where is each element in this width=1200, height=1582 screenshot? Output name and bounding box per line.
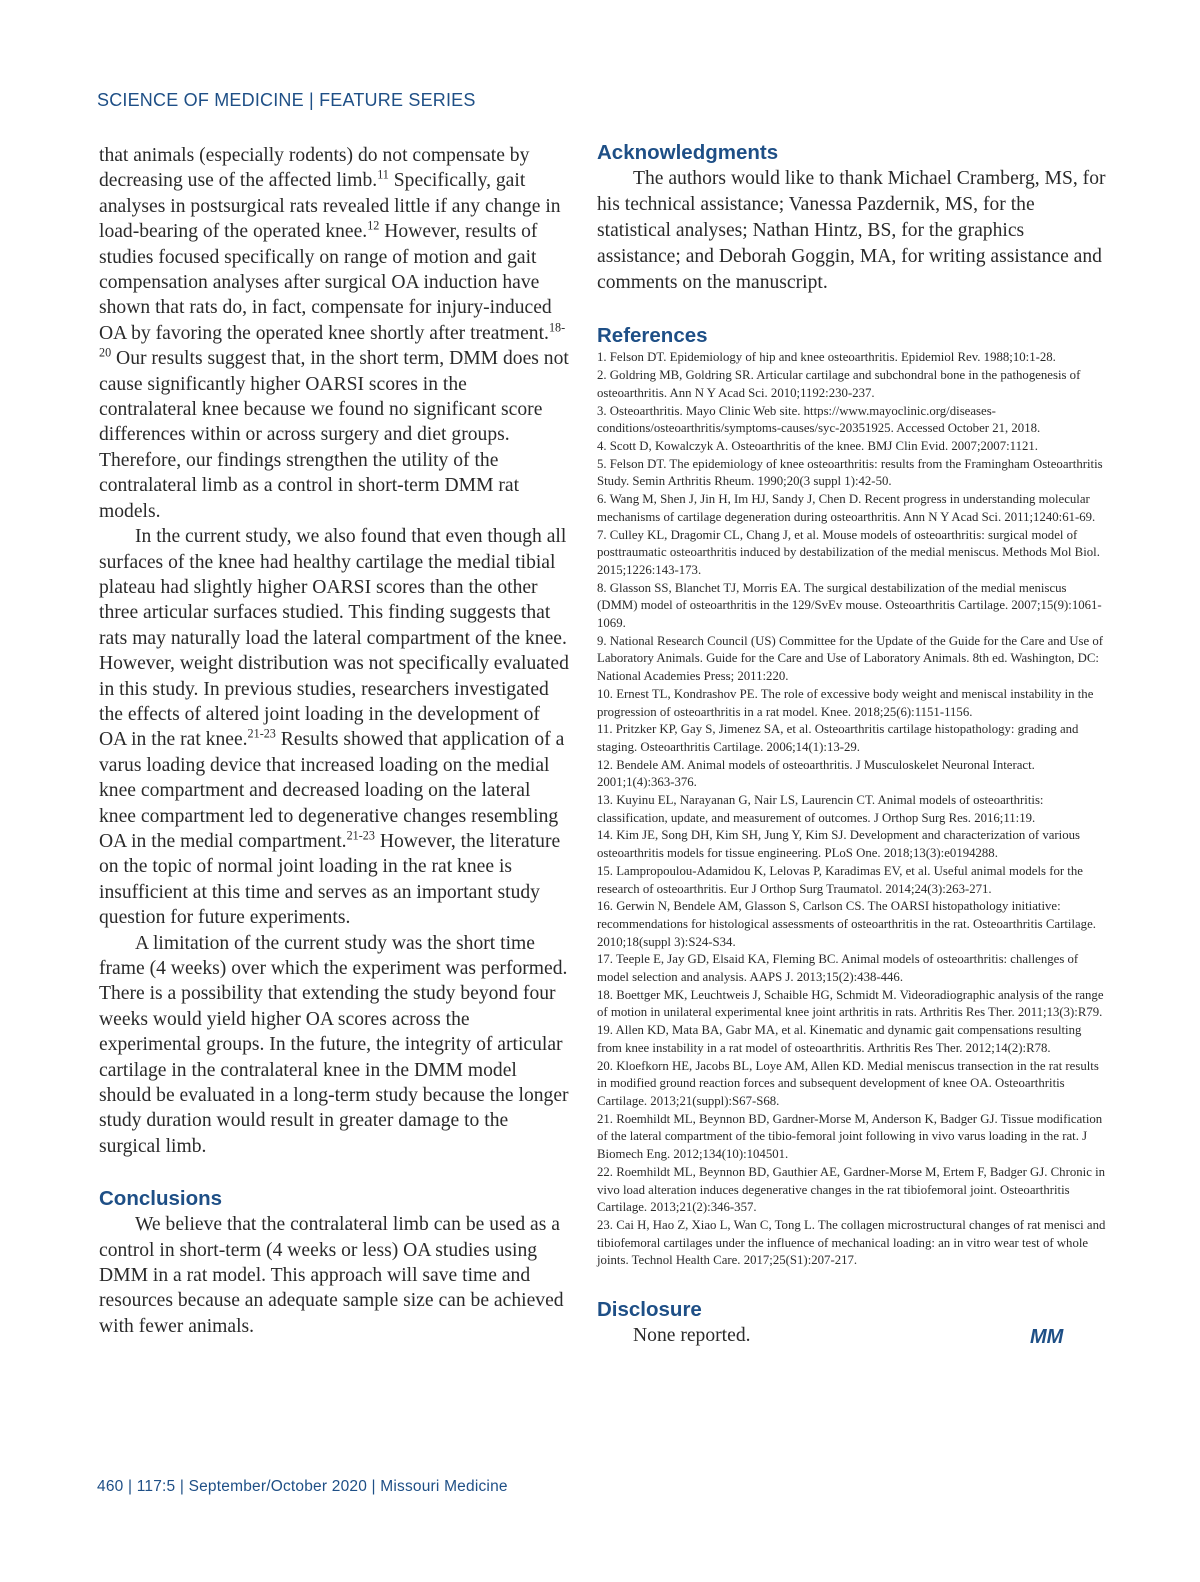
page-footer: 460 | 117:5 | September/October 2020 | Missouri Medicine xyxy=(97,1478,508,1495)
reference-item: 5. Felson DT. The epidemiology of knee osteoarthritis: results from the Framingham Osteoarthritis Study. Semin Arthritis Rheum. 1990;20(3 suppl 1):42-50. xyxy=(597,456,1103,489)
para1-text-1: that animals (especially rodents) do not compensate by decreasing use of the affected limb. xyxy=(99,145,530,192)
para1-text-4: Our results suggest that, in the short term, DMM does not cause significantly higher OARSI scores in the contralateral knee because we found no significant score differences within or across surgery and diet groups. Therefore, our findings strengthen the utility of the contralateral limb as a control in short-term DMM rat models. xyxy=(99,348,569,522)
end-mark-logo: MM xyxy=(1030,1326,1064,1349)
reference-item: 7. Culley KL, Dragomir CL, Chang J, et al. Mouse models of osteoarthritis: surgical model of posttraumatic osteoarthritis induced by destabilization of the medial meniscus. Methods Mol Biol. 2015;1226:143-173. xyxy=(597,527,1100,577)
reference-item: 16. Gerwin N, Bendele AM, Glasson S, Carlson CS. The OARSI histopathology initiative: recommendations for histological assessments of osteoarthritis in the rat. Osteoarthritis Cartilage. 2010;18(suppl 3):S24-S34. xyxy=(597,899,1096,949)
reference-item: 15. Lampropoulou-Adamidou K, Lelovas P, Karadimas EV, et al. Useful animal models for the research of osteoarthritis. Eur J Orthop Surg Traumatol. 2014;24(3):263-271. xyxy=(597,863,1083,896)
right-column xyxy=(597,140,1109,1349)
conclusions-body: We believe that the contralateral limb can be used as a control in short-term (4 weeks or less) OA studies using DMM in a rat model. This approach will save time and resources because an adequate sample size can be achieved with fewer animals. xyxy=(99,1214,564,1337)
para2-text-3: However, the literature on the topic of normal joint loading in the rat knee is insufficient at this time and serves as an important study question for future experiments. xyxy=(99,830,561,929)
para1-text-2: Specifically, gait analyses in postsurgical rats revealed little if any change in load-bearing of the operated knee. xyxy=(99,170,561,243)
reference-item: 4. Scott D, Kowalczyk A. Osteoarthritis of the knee. BMJ Clin Evid. 2007;2007:1121. xyxy=(597,438,1038,453)
body-paragraph-2 xyxy=(99,524,569,931)
disclosure-row xyxy=(597,1323,1109,1349)
reference-item: 17. Teeple E, Jay GD, Elsaid KA, Fleming BC. Animal models of osteoarthritis: challenges of model selection and analysis. AAPS J. 2013;15(2):438-446. xyxy=(597,952,1079,985)
reference-item: 3. Osteoarthritis. Mayo Clinic Web site. https://www.mayoclinic.org/diseases-conditions/osteoarthritis/symptoms-causes/syc-20351925. Accessed October 21, 2018. xyxy=(597,403,1041,436)
citation-11: 11 xyxy=(377,168,389,183)
citation-21-23-b: 21-23 xyxy=(346,828,375,843)
running-head: SCIENCE OF MEDICINE | FEATURE SERIES xyxy=(97,90,476,110)
acknowledgments-body: The authors would like to thank Michael Cramberg, MS, for his technical assistance; Vanessa Pazdernik, MS, for the statistical analyses; Nathan Hintz, BS, for the graphics assistance; and Deborah Goggin, MA, for writing assistance and comments on the manuscript. xyxy=(597,168,1106,294)
reference-item: 6. Wang M, Shen J, Jin H, Im HJ, Sandy J, Chen D. Recent progress in understanding molecular mechanisms of cartilage degeneration during osteoarthritis. Ann N Y Acad Sci. 2011;1240:61-69. xyxy=(597,492,1096,524)
reference-item: 22. Roemhildt ML, Beynnon BD, Gauthier AE, Gardner-Morse M, Ertem F, Badger GJ. Chronic in vivo load alteration induces degenerative changes in the rat tibiofemoral joint. Osteoarthritis Cartilage. 2013;21(2):346-357. xyxy=(597,1164,1106,1215)
reference-item: 9. National Research Council (US) Committee for the Update of the Guide for the Care and Use of Laboratory Animals. Guide for the Care and Use of Laboratory Animals. 8th ed. Washington, DC: National Academies Press; 2011:220. xyxy=(597,633,1104,684)
body-paragraph-1 xyxy=(99,143,569,524)
citation-18-20: 18-20 xyxy=(99,320,566,360)
reference-item: 19. Allen KD, Mata BA, Gabr MA, et al. Kinematic and dynamic gait compensations resulting from knee instability in a rat model of osteoarthritis. Arthritis Res Ther. 2012;14(2):R78. xyxy=(597,1023,1082,1055)
reference-item: 14. Kim JE, Song DH, Kim SH, Jung Y, Kim SJ. Development and characterization of various osteoarthritis models for tissue engineering. PLoS One. 2018;13(3):e0194288. xyxy=(597,828,1081,861)
body-paragraph-3: A limitation of the current study was the short time frame (4 weeks) over which the experiment was performed. There is a possibility that extending the study beyond four weeks would yield higher OA scores across the experimental groups. In the future, the integrity of articular cartilage in the contralateral knee in the DMM model should be evaluated in a long-term study because the longer study duration would result in greater damage to the surgical limb. xyxy=(99,932,569,1157)
left-column xyxy=(99,143,569,1339)
references-heading: References xyxy=(597,324,708,348)
citation-21-23-a: 21-23 xyxy=(247,727,276,742)
disclosure-body: None reported. xyxy=(633,1325,751,1347)
disclosure-heading: Disclosure xyxy=(597,1298,702,1322)
reference-item: 1. Felson DT. Epidemiology of hip and knee osteoarthritis. Epidemiol Rev. 1988;10:1-28. xyxy=(597,350,1056,365)
acknowledgments-heading: Acknowledgments xyxy=(597,141,779,164)
reference-item: 8. Glasson SS, Blanchet TJ, Morris EA. The surgical destabilization of the medial meniscus (DMM) model of osteoarthritis in the 129/SvEv mouse. Osteoarthritis Cartilage. 2007;15(9):1061-1069. xyxy=(597,580,1102,631)
para2-text-1: In the current study, we also found that even though all surfaces of the knee had healthy cartilage the medial tibial plateau had slightly higher OARSI scores than the other three articular surfaces studied. This finding suggests that rats may naturally load the lateral compartment of the knee. However, weight distribution was not specifically evaluated in this study. In previous studies, researchers investigated the effects of altered joint loading in the development of OA in the rat knee. xyxy=(99,526,569,751)
reference-item: 10. Ernest TL, Kondrashov PE. The role of excessive body weight and meniscal instability in the progression of osteoarthritis in a rat model. Knee. 2018;25(6):1151-1156. xyxy=(597,686,1094,719)
reference-item: 11. Pritzker KP, Gay S, Jimenez SA, et al. Osteoarthritis cartilage histopathology: grading and staging. Osteoarthritis Cartilage. 2006;14(1):13-29. xyxy=(597,722,1079,754)
reference-item: 12. Bendele AM. Animal models of osteoarthritis. J Musculoskelet Neuronal Interact. 2001;1(4):363-376. xyxy=(597,757,1035,790)
conclusions-heading: Conclusions xyxy=(99,1187,223,1211)
reference-item: 18. Boettger MK, Leuchtweis J, Schaible HG, Schmidt M. Videoradiographic analysis of the range of motion in unilateral experimental knee joint arthritis in rats. Arthritis Res Ther. 2011;13(3):R79. xyxy=(597,987,1104,1020)
para1-text-3: However, results of studies focused specifically on range of motion and gait compensation analyses after surgical OA induction have shown that rats do, in fact, compensate for injury-induced OA by favoring the operated knee shortly after treatment. xyxy=(99,221,552,344)
reference-item: 21. Roemhildt ML, Beynnon BD, Gardner-Morse M, Anderson K, Badger GJ. Tissue modification of the lateral compartment of the tibio-femoral joint following in vivo varus loading in the rat. J Biomech Eng. 2012;134(10):104501. xyxy=(597,1111,1103,1162)
para2-text-2: Results showed that application of a varus loading device that increased loading on the medial knee compartment and decreased loading on the lateral knee compartment led to degenerative changes resembling OA in the medial compartment. xyxy=(99,729,565,852)
citation-12: 12 xyxy=(367,218,380,233)
reference-item: 23. Cai H, Hao Z, Xiao L, Wan C, Tong L. The collagen microstructural changes of rat menisci and tibiofemoral cartilages under the influence of mechanical loading: an in vitro wear test of whole joints. Technol Health Care. 2017;25(S1):207-217. xyxy=(597,1217,1106,1268)
reference-list xyxy=(597,349,1109,1270)
reference-item: 2. Goldring MB, Goldring SR. Articular cartilage and subchondral bone in the pathogenesis of osteoarthritis. Ann N Y Acad Sci. 2010;1192:230-237. xyxy=(597,368,1081,400)
reference-item: 20. Kloefkorn HE, Jacobs BL, Loye AM, Allen KD. Medial meniscus transection in the rat results in modified ground reaction forces and subsequent development of knee OA. Osteoarthritis Cartilage. 2013;21(suppl):S67-S68. xyxy=(597,1058,1099,1108)
reference-item: 13. Kuyinu EL, Narayanan G, Nair LS, Laurencin CT. Animal models of osteoarthritis: classification, update, and measurement of outcomes. J Orthop Surg Res. 2016;11:19. xyxy=(597,793,1044,825)
